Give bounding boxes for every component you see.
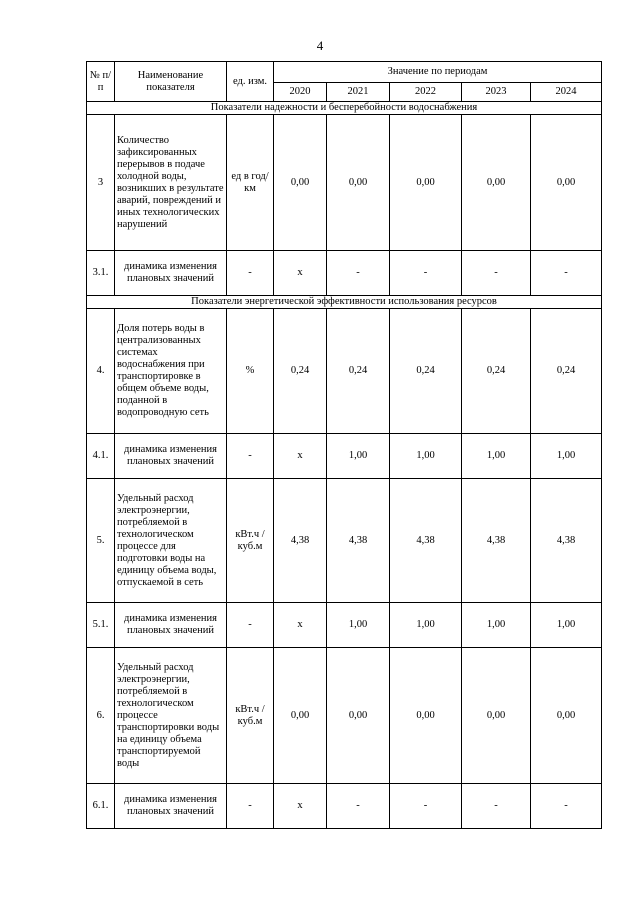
row-value: х xyxy=(274,434,327,479)
table-row xyxy=(87,115,602,251)
row-value: 0,00 xyxy=(327,648,390,784)
row-value: 0,00 xyxy=(327,115,390,251)
row-value: 0,00 xyxy=(531,115,602,251)
section-title: Показатели энергетической эффективности использования ресурсов xyxy=(87,296,602,309)
row-name: Удельный расход электроэнергии, потребляемой в технологическом процессе транспортировки воды на единицу объема транспортируемой воды xyxy=(115,648,227,784)
row-value: 0,00 xyxy=(531,648,602,784)
row-num: 4.1. xyxy=(87,434,115,479)
row-value: 1,00 xyxy=(531,603,602,648)
table-row xyxy=(87,309,602,434)
row-num: 5.1. xyxy=(87,603,115,648)
table-row xyxy=(87,784,602,829)
row-value: 0,24 xyxy=(462,309,531,434)
row-value: 0,24 xyxy=(274,309,327,434)
header-num: № п/п xyxy=(87,62,115,102)
row-value: 1,00 xyxy=(390,434,462,479)
section-row-reliability xyxy=(87,102,602,115)
row-value: - xyxy=(462,251,531,296)
row-name: Доля потерь воды в централизованных системах водоснабжения при транспортировке в общем объеме воды, поданной в водопроводную сеть xyxy=(115,309,227,434)
row-unit: % xyxy=(227,309,274,434)
row-value: 1,00 xyxy=(462,434,531,479)
row-name: динамика изменения плановых значений xyxy=(115,603,227,648)
row-value: 4,38 xyxy=(390,479,462,603)
header-year: 2022 xyxy=(390,83,462,102)
row-unit: кВт.ч / куб.м xyxy=(227,648,274,784)
row-value: - xyxy=(531,784,602,829)
row-num: 3.1. xyxy=(87,251,115,296)
table-row xyxy=(87,434,602,479)
table-row xyxy=(87,648,602,784)
row-value: 0,00 xyxy=(274,648,327,784)
row-value: х xyxy=(274,251,327,296)
table-row xyxy=(87,251,602,296)
row-value: 1,00 xyxy=(462,603,531,648)
header-year: 2023 xyxy=(462,83,531,102)
row-value: 0,24 xyxy=(531,309,602,434)
table-row xyxy=(87,603,602,648)
header-year: 2021 xyxy=(327,83,390,102)
section-title: Показатели надежности и бесперебойности водоснабжения xyxy=(87,102,602,115)
row-value: - xyxy=(390,784,462,829)
row-value: - xyxy=(327,784,390,829)
row-value: - xyxy=(390,251,462,296)
row-name: динамика изменения плановых значений xyxy=(115,434,227,479)
row-value: 1,00 xyxy=(327,603,390,648)
row-unit: ед в год/ км xyxy=(227,115,274,251)
row-value: 0,00 xyxy=(462,648,531,784)
row-unit: - xyxy=(227,251,274,296)
row-value: 4,38 xyxy=(531,479,602,603)
row-name: Количество зафиксированных перерывов в подаче холодной воды, возникших в результате аварий, повреждений и иных технологических нарушений xyxy=(115,115,227,251)
header-year: 2024 xyxy=(531,83,602,102)
row-unit: - xyxy=(227,784,274,829)
section-row-energy xyxy=(87,296,602,309)
header-name: Наименование показателя xyxy=(115,62,227,102)
header-row-top xyxy=(87,62,602,83)
row-value: 0,24 xyxy=(390,309,462,434)
header-unit: ед. изм. xyxy=(227,62,274,102)
row-unit: - xyxy=(227,603,274,648)
row-value: 0,00 xyxy=(390,115,462,251)
row-num: 4. xyxy=(87,309,115,434)
row-value: 0,24 xyxy=(327,309,390,434)
header-year: 2020 xyxy=(274,83,327,102)
row-value: 0,00 xyxy=(462,115,531,251)
indicators-table xyxy=(86,61,602,829)
row-value: 4,38 xyxy=(274,479,327,603)
row-value: 0,00 xyxy=(390,648,462,784)
row-unit: кВт.ч / куб.м xyxy=(227,479,274,603)
row-value: 4,38 xyxy=(327,479,390,603)
row-value: - xyxy=(462,784,531,829)
row-value: - xyxy=(327,251,390,296)
row-value: х xyxy=(274,784,327,829)
row-num: 6. xyxy=(87,648,115,784)
page-number: 4 xyxy=(316,38,324,53)
row-num: 6.1. xyxy=(87,784,115,829)
row-value: 1,00 xyxy=(390,603,462,648)
row-value: х xyxy=(274,603,327,648)
table-row xyxy=(87,479,602,603)
row-num: 5. xyxy=(87,479,115,603)
row-value: 1,00 xyxy=(327,434,390,479)
row-name: динамика изменения плановых значений xyxy=(115,784,227,829)
row-name: Удельный расход электроэнергии, потребляемой в технологическом процессе для подготовки воды на единицу объема воды, отпускаемой в сеть xyxy=(115,479,227,603)
header-periods: Значение по периодам xyxy=(274,62,602,83)
row-value: 4,38 xyxy=(462,479,531,603)
row-unit: - xyxy=(227,434,274,479)
row-num: 3 xyxy=(87,115,115,251)
row-value: - xyxy=(531,251,602,296)
row-name: динамика изменения плановых значений xyxy=(115,251,227,296)
row-value: 1,00 xyxy=(531,434,602,479)
row-value: 0,00 xyxy=(274,115,327,251)
